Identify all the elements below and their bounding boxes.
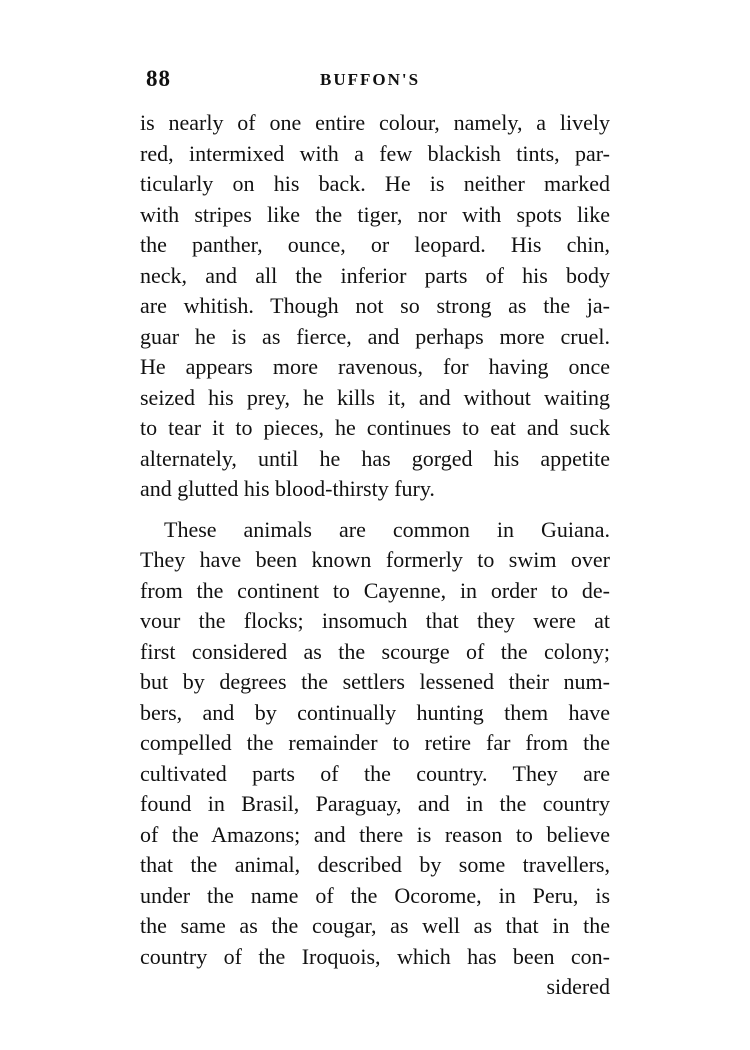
text-line: first considered as the scourge of the colony; xyxy=(140,638,610,664)
text-line: but by degrees the settlers lessened their num- xyxy=(140,669,610,694)
text-line: They have been known formerly to swim over xyxy=(140,547,610,572)
text-line: He appears more ravenous, for having once xyxy=(140,354,610,379)
text-line: These animals are common in Guiana. xyxy=(164,516,610,542)
text-line: to tear it to pieces, he continues to eat and suck xyxy=(140,415,610,440)
catchword: sidered xyxy=(546,974,610,999)
text-line: that the animal, described by some travellers, xyxy=(140,852,610,877)
text-line: bers, and by continually hunting them have xyxy=(140,699,610,725)
text-line: ticularly on his back. He is neither marked xyxy=(140,171,610,196)
text-line: neck, and all the inferior parts of his body xyxy=(140,262,610,288)
text-line: guar he is as fierce, and perhaps more cruel. xyxy=(140,323,610,349)
text-line: alternately, until he has gorged his appetite xyxy=(140,445,610,471)
text-line: found in Brasil, Paraguay, and in the country xyxy=(140,791,610,816)
text-line: under the name of the Ocorome, in Peru, is xyxy=(140,882,610,908)
text-line: seized his prey, he kills it, and without waiting xyxy=(140,384,610,410)
running-head: BUFFON'S xyxy=(320,70,421,89)
text-line: of the Amazons; and there is reason to believe xyxy=(140,821,610,847)
paragraph-1 xyxy=(140,108,610,505)
text-line: and glutted his blood-thirsty fury. xyxy=(140,476,435,501)
paragraph-2 xyxy=(140,515,610,973)
text-line: the same as the cougar, as well as that in the xyxy=(140,913,610,938)
text-line: are whitish. Though not so strong as the ja- xyxy=(140,293,610,318)
text-line: vour the flocks; insomuch that they were at xyxy=(140,608,610,633)
text-line: country of the Iroquois, which has been con- xyxy=(140,943,610,969)
body-text xyxy=(140,108,610,1003)
page-number: 88 xyxy=(146,66,171,91)
text-line: red, intermixed with a few blackish tints, par- xyxy=(140,140,610,166)
text-line: cultivated parts of the country. They are xyxy=(140,760,610,786)
text-line: with stripes like the tiger, nor with spots like xyxy=(140,201,610,227)
text-line: from the continent to Cayenne, in order to de- xyxy=(140,577,610,603)
text-line: the panther, ounce, or leopard. His chin, xyxy=(140,232,610,257)
paragraph-gap xyxy=(140,505,610,515)
text-line: compelled the remainder to retire far from the xyxy=(140,730,610,755)
text-line: is nearly of one entire colour, namely, a lively xyxy=(140,110,610,135)
